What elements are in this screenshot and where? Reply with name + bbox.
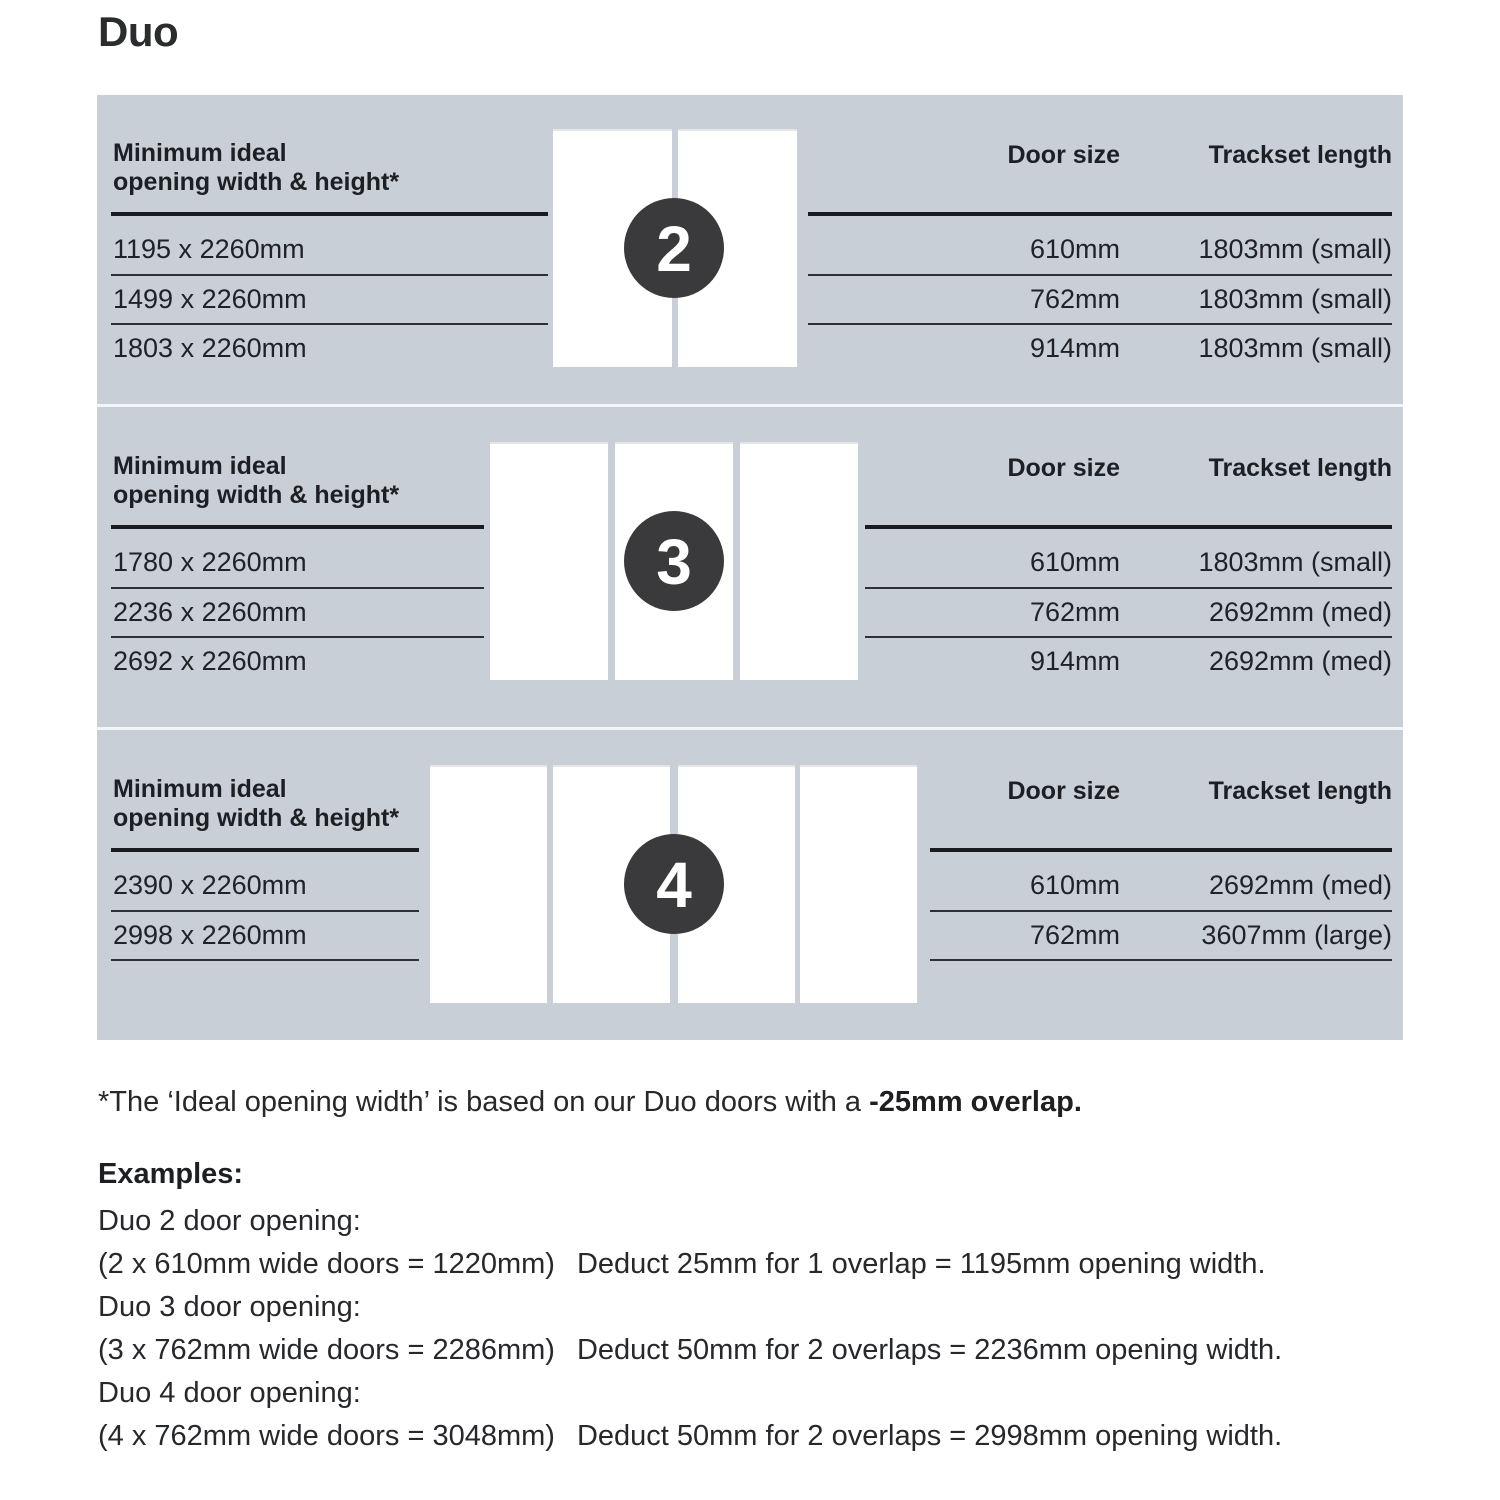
opening-header-line1: Minimum ideal bbox=[113, 775, 287, 803]
door-size-value: 610mm bbox=[1029, 870, 1120, 900]
table-row bbox=[808, 276, 1392, 325]
page-title: Duo bbox=[98, 8, 179, 55]
opening-header-line2: opening width & height* bbox=[113, 804, 400, 832]
example-detail bbox=[98, 1243, 1282, 1286]
trackset-length-header: Trackset length bbox=[1208, 454, 1392, 482]
table-row bbox=[865, 529, 1392, 589]
trackset-length-value: 1803mm (small) bbox=[1198, 284, 1392, 314]
opening-header-line1: Minimum ideal bbox=[113, 139, 287, 167]
section-3-door bbox=[97, 408, 1403, 731]
opening-size-value: 2692 x 2260mm bbox=[113, 646, 307, 676]
example-result: Deduct 50mm for 2 overlaps = 2998mm opening width. bbox=[576, 1420, 1283, 1452]
section-4-door bbox=[97, 731, 1403, 1040]
trackset-length-header: Trackset length bbox=[1208, 777, 1392, 805]
trackset-length-value: 2692mm (med) bbox=[1208, 646, 1392, 676]
door-panel bbox=[740, 442, 858, 680]
opening-header-line2: opening width & height* bbox=[113, 481, 400, 509]
example-calc: (4 x 762mm wide doors = 3048mm) bbox=[98, 1420, 555, 1452]
opening-size-value: 2236 x 2260mm bbox=[111, 589, 484, 638]
table-row bbox=[865, 589, 1392, 638]
section-divider bbox=[97, 404, 1403, 407]
spec-panel bbox=[97, 95, 1403, 1040]
door-size-value: 914mm bbox=[1029, 646, 1120, 676]
trackset-length-value: 1803mm (small) bbox=[1198, 333, 1392, 363]
door-size-header: Door size bbox=[1007, 454, 1120, 482]
opening-size-value: 1195 x 2260mm bbox=[111, 216, 548, 276]
trackset-rows bbox=[808, 216, 1392, 372]
table-row bbox=[865, 638, 1392, 685]
door-count-badge: 3 bbox=[624, 511, 724, 611]
opening-size-value: 2998 x 2260mm bbox=[111, 912, 419, 961]
door-size-value: 762mm bbox=[1029, 597, 1120, 627]
opening-header bbox=[113, 452, 399, 510]
opening-size-value: 1803 x 2260mm bbox=[113, 333, 307, 363]
trackset-rows bbox=[930, 852, 1392, 961]
door-panel bbox=[800, 765, 917, 1003]
door-size-value: 610mm bbox=[1029, 234, 1120, 264]
opening-header-line1: Minimum ideal bbox=[113, 452, 287, 480]
example-label: Duo 2 door opening: bbox=[98, 1205, 361, 1237]
opening-size-value: 1499 x 2260mm bbox=[111, 276, 548, 325]
trackset-rows bbox=[865, 529, 1392, 685]
example-result: Deduct 50mm for 2 overlaps = 2236mm opening width. bbox=[576, 1334, 1283, 1366]
trackset-length-header: Trackset length bbox=[1208, 141, 1392, 169]
trackset-table-header bbox=[930, 777, 1392, 806]
footnote-text: *The ‘Ideal opening width’ is based on our Duo doors with a bbox=[98, 1086, 870, 1118]
opening-rows bbox=[111, 216, 548, 372]
example-detail bbox=[98, 1329, 1282, 1372]
section-2-door bbox=[97, 95, 1403, 404]
door-panel bbox=[430, 765, 547, 1003]
example-detail bbox=[98, 1415, 1282, 1458]
trackset-length-value: 2692mm (med) bbox=[1208, 870, 1392, 900]
example-label: Duo 4 door opening: bbox=[98, 1377, 361, 1409]
trackset-length-value: 3607mm (large) bbox=[1201, 920, 1392, 950]
opening-rows bbox=[111, 852, 419, 961]
trackset-table-header bbox=[865, 454, 1392, 483]
section-divider bbox=[97, 727, 1403, 730]
trackset-length-value: 1803mm (small) bbox=[1198, 234, 1392, 264]
door-size-value: 762mm bbox=[1029, 284, 1120, 314]
examples-heading: Examples: bbox=[98, 1158, 244, 1190]
table-row bbox=[808, 325, 1392, 372]
trackset-table-header bbox=[808, 141, 1392, 170]
example-calc: (2 x 610mm wide doors = 1220mm) bbox=[98, 1248, 555, 1280]
footnote-bold: -25mm overlap. bbox=[869, 1086, 1082, 1118]
example-label: Duo 3 door opening: bbox=[98, 1291, 361, 1323]
door-size-header: Door size bbox=[1007, 777, 1120, 805]
door-count-badge: 4 bbox=[624, 834, 724, 934]
footnote bbox=[98, 1086, 1082, 1119]
example-result: Deduct 25mm for 1 overlap = 1195mm opening width. bbox=[576, 1248, 1266, 1280]
opening-header bbox=[113, 775, 399, 833]
door-size-value: 610mm bbox=[1029, 547, 1120, 577]
table-row bbox=[808, 216, 1392, 276]
table-row bbox=[930, 852, 1392, 912]
door-size-value: 914mm bbox=[1029, 333, 1120, 363]
opening-rows bbox=[111, 529, 484, 685]
door-count-badge: 2 bbox=[624, 198, 724, 298]
trackset-length-value: 1803mm (small) bbox=[1198, 547, 1392, 577]
examples-list bbox=[98, 1200, 1282, 1458]
opening-size-value: 2390 x 2260mm bbox=[111, 852, 419, 912]
trackset-length-value: 2692mm (med) bbox=[1208, 597, 1392, 627]
example-calc: (3 x 762mm wide doors = 2286mm) bbox=[98, 1334, 555, 1366]
table-row bbox=[930, 912, 1392, 961]
door-size-value: 762mm bbox=[1029, 920, 1120, 950]
opening-header bbox=[113, 139, 399, 197]
door-size-header: Door size bbox=[1007, 141, 1120, 169]
opening-header-line2: opening width & height* bbox=[113, 168, 400, 196]
opening-size-value: 1780 x 2260mm bbox=[111, 529, 484, 589]
door-panel bbox=[490, 442, 608, 680]
